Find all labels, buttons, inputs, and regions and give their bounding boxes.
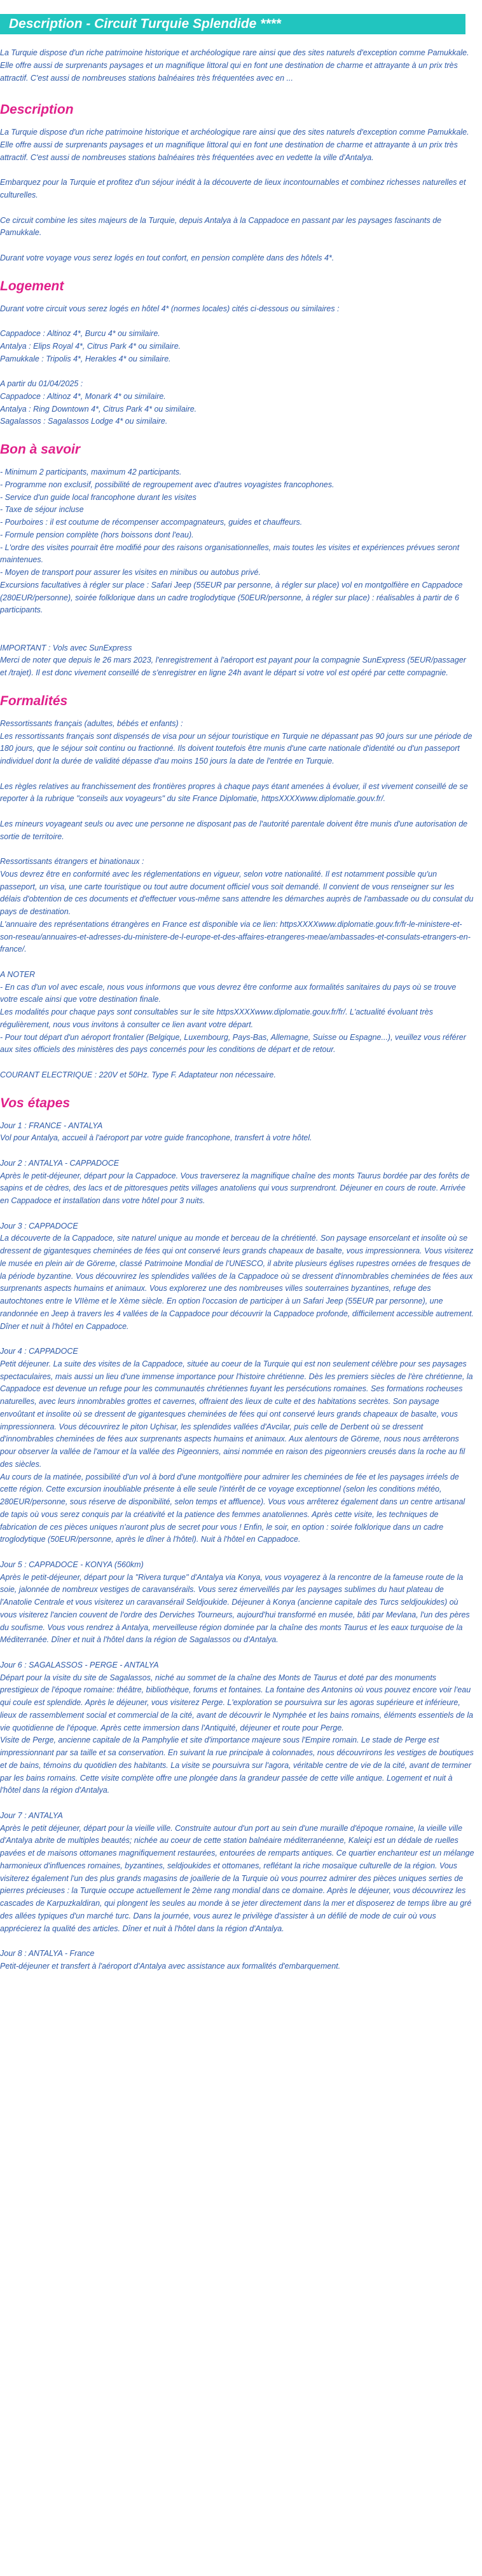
section-line: Jour 4 : CAPPADOCE — [0, 1347, 78, 1356]
section-line — [0, 617, 474, 630]
section-line: IMPORTANT : Vols avec SunExpress — [0, 643, 132, 652]
section-line: - Moyen de transport pour assurer les visites en minibus ou autobus privé. — [0, 568, 261, 577]
section-line — [0, 315, 474, 328]
section-line: Jour 8 : ANTALYA - France — [0, 1949, 95, 1958]
section-line — [0, 202, 474, 215]
section-line: Durant votre voyage vous serez logés en tout confort, en pension complète dans des hôtels 4*. — [0, 253, 334, 262]
page-title: Description - Circuit Turquie Splendide **** — [0, 14, 465, 34]
section-heading: Logement — [0, 278, 64, 293]
section-line: Cappadoce : Altinoz 4*, Burcu 4* ou similaire. — [0, 329, 160, 338]
section-line — [0, 630, 474, 642]
section-line: Départ pour la visite du site de Sagalassos, niché au sommet de la chaîne des Monts de Taurus et doté par des monuments prestigieux de l'époque romaine: théâtre, bibliothèque, forums et fontaines. La fontaine des Antonins où vous pouvez encore voir l'eau qui coule est splendide. Après le déjeuner, vous visiterez Perge. L'exploration se poursuivra sur les agoras supérieure et inférieure, lieux de rassemblement social et commercial de la cité, avant de découvrir le Nymphée et les bains romains, éléments essentiels de la vie quotidienne de l'époque. Après cette immersion dans l'Antiquité, déjeuner et route pour Perge. — [0, 1673, 474, 1732]
section-line: Petit-déjeuner et transfert à l'aéroport d'Antalya avec assistance aux formalités d'embarquement. — [0, 1961, 341, 1971]
section-line: Au cours de la matinée, possibilité d'un vol à bord d'une montgolfière pour admirer les cheminées de fée et les paysages irréels de cette région. Cette excursion inoubliable présente à elle seule l'intérêt de ce voyage exceptionnel (selon les conditions météo, 280EUR/personne, sous réserve de disponibilité, selon temps et affluence). Vous vous arrêterez également dans un centre artisanal de tapis où vous serez conquis par la créativité et la patience des femmes anatoliennes. Après cette visite, les techniques de fabrication de ces pièces uniques n'auront plus de secret pour vous ! Enfin, le soir, en option : soirée folklorique dans un cadre troglodytique (50EUR/personne, après le dîner à l'hôtel). Nuit à l'hôtel en Cappadoce. — [0, 1472, 465, 1544]
section-line: Les modalités pour chaque pays sont consultables sur le site httpsXXXXwww.diplomatie.gouv.fr/fr/. L'actualité évoluant très régulièrement, nous vous invitons à consulter ce lien avant votre départ. — [0, 1008, 433, 1029]
section-body — [0, 303, 474, 429]
section-line: Après le petit-déjeuner, départ pour la "Rivera turque" d'Antalya via Konya, vous voyagerez à la rencontre de la fameuse route de la soie, jalonnée de nombreux vestiges de caravansérails. Vous serez émerveillés par les paysages sublimes du haut plateau de l'Anatolie Centrale et vous visiterez un caravansérail Seldjoukide. Déjeuner à Konya (ancienne capitale des Turcs seldjoukides) où vous visiterez l'ancien couvent de l'ordre des Derviches Tourneurs, aujourd'hui transformé en musée, bâti par Mevlana, l'un des pères du soufisme. Vous vous rendrez à Antalya, merveilleuse région dominée par la chaîne des monts Taurus et les eaux turquoise de la Méditerranée. Dîner et nuit à l'hôtel dans la région de Sagalassos ou d'Antalya. — [0, 1572, 470, 1645]
section-line: Vous devrez être en conformité avec les réglementations en vigueur, selon votre nationalité. Il est notamment possible qu'un passeport, un visa, une carte touristique ou tout autre document officiel vous soit demandé. Il convient de vous renseigner sur les délais d'obtention de ces documents et d'effectuer vous-même sans attendre les démarches auprès de l'ambassade ou du consulat du pays de destination. — [0, 869, 474, 916]
section — [0, 442, 474, 680]
section-heading: Bon à savoir — [0, 442, 81, 457]
section-line: - Service d'un guide local francophone durant les visites — [0, 492, 196, 502]
section-line: - Taxe de séjour incluse — [0, 505, 84, 515]
section-body — [0, 718, 474, 1082]
section-line: Les mineurs voyageant seuls ou avec une personne ne disposant pas de l'autorité parentale doivent être munis d'une autorisation de sortie de territoire. — [0, 819, 468, 841]
section-line: Après le petit-déjeuner, départ pour la Cappadoce. Vous traverserez la magnifique chaîne des monts Taurus bordée par des forêts de sapins et de cèdres, des lacs et de pittoresques petits villages anatoliens qui vous surprendront. Déjeuner en cours de route. Arrivée en Cappadoce et installation dans votre hôtel pour 3 nuits. — [0, 1171, 470, 1205]
section-body — [0, 1120, 474, 1973]
section-line: Ressortissants étrangers et binationaux : — [0, 857, 144, 866]
section-line: - Programme non exclusif, possibilité de regroupement avec d'autres voyagistes francophones. — [0, 480, 334, 489]
section — [0, 694, 474, 1082]
section-line: Les règles relatives au franchissement des frontières propres à chaque pays étant amenées à évoluer, il est vivement conseillé de se reporter à la rubrique "conseils aux voyageurs" du site France Diplomatie, httpsXXXXwww.diplomatie.gouv.fr/. — [0, 781, 468, 804]
section-heading: Description — [0, 102, 74, 118]
section-line: Ce circuit combine les sites majeurs de la Turquie, depuis Antalya à la Cappadoce en passant par les paysages fascinants de Pamukkale. — [0, 215, 442, 238]
section-heading: Formalités — [0, 693, 68, 708]
section-line: Jour 3 : CAPPADOCE — [0, 1221, 78, 1231]
section-body — [0, 126, 474, 264]
section-line — [0, 1797, 474, 1810]
section-line: Cappadoce : Altinoz 4*, Monark 4* ou similaire. — [0, 391, 166, 401]
section-line: Visite de Perge, ancienne capitale de la Pamphylie et site d'importance majeure sous l'Empire romain. Le stade de Perge est impressionnant par sa taille et sa conservation. En suivant la rue principale à colonnades, nous découvrirons les vestiges de boutiques et de bains, témoins du quotidien des habitants. La visite se poursuivra sur l'agora, véritable centre de vie de la cité, avant de terminer par les bains romains. Cette visite complète offre une plongée dans la grandeur passée de cette ville antique. Logement et nuit à l'hôtel dans la région d'Antalya. — [0, 1736, 474, 1795]
section-line: Jour 1 : FRANCE - ANTALYA — [0, 1121, 103, 1130]
section-line — [0, 1935, 474, 1948]
section-line: - Minimum 2 participants, maximum 42 participants. — [0, 468, 182, 476]
section-line: L'annuaire des représentations étrangères en France est disponible via ce lien: httpsXXXXwww.diplomatie.gouv.fr/fr-le-ministere-et-son-reseau/annuaires-et-adresses-du-ministere-de-l-europe-et-des-affaires-etrangeres-meae/ambassades-et-consulats-etrangers-en-france/. — [0, 919, 471, 954]
section-line — [0, 806, 474, 818]
section-line: Merci de noter que depuis le 26 mars 2023, l'enregistrement à l'aéroport est payant pour la compagnie SunExpress (5EUR/passager et /trajet). Il est donc vivement conseillé de s'enregistrer en ligne 24h avant le départ si votre vol est opéré par cette compagnie. — [0, 656, 466, 677]
section-line — [0, 1647, 474, 1659]
section-line: Jour 6 : SAGALASSOS - PERGE - ANTALYA — [0, 1660, 159, 1669]
section-line — [0, 239, 474, 252]
section — [0, 279, 474, 429]
section-line: Antalya : Elips Royal 4*, Citrus Park 4* ou similaire. — [0, 341, 181, 351]
section-line: Jour 2 : ANTALYA - CAPPADOCE — [0, 1158, 120, 1168]
section-line: - Formule pension complète (hors boissons dont l'eau). — [0, 530, 194, 539]
section-line: - Pourboires : il est coutume de récompenser accompagnateurs, guides et chauffeurs. — [0, 518, 303, 527]
section-line — [0, 165, 474, 177]
section-line: - En cas d'un vol avec escale, nous vous informons que vous devrez être conforme aux formalités sanitaires du pays où se trouve votre escale ainsi que votre destination finale. — [0, 982, 457, 1004]
section-line: Petit déjeuner. La suite des visites de la Cappadoce, située au coeur de la Turquie qui est non seulement célèbre pour ses paysages spectaculaires, mais aussi un lieu d'une immense importance pour l'histoire chrétienne. Dès les premiers siècles de l'ère chrétienne, la Cappadoce est devenue un refuge pour les communautés chrétiennes fuyant les persécutions romaines. Ses formations rocheuses naturelles, avec leurs innombrables grottes et cavernes, offraient des lieux de culte et des habitations secrètes. Son paysage envoûtant et insolite où se dressent de gigantesques cheminées de fées qui ont conservé leurs grands chapeaux de basalte, vous impressionnera. Vous découvrirez le piton Uçhisar, les splendides vallées d'Avcilar, puis celle de Derbent où se dressent d'innombrables cheminées de fées aux surprenants aspects humains et animaux. Aux alentours de Göreme, nous nous arrêterons pour observer la vallée de l'amour et la vallée des Pigeonniers, ainsi nommée en raison des pigeonniers creusés dans la roche au fil des siècles. — [0, 1359, 473, 1469]
sections-container — [0, 102, 474, 1972]
section-line: - Pour tout départ d'un aéroport frontalier (Belgique, Luxembourg, Pays-Bas, Allemagne, Suisse ou Espagne...), veuillez vous référer aux sites officiels des ministères des pays concernés pour les conditions de départ et de retour. — [0, 1032, 466, 1055]
section-line — [0, 956, 474, 969]
section — [0, 1096, 474, 1973]
section-line: Vol pour Antalya, accueil à l'aéroport par votre guide francophone, transfert à votre hôtel. — [0, 1133, 312, 1143]
section-line — [0, 843, 474, 856]
section-heading: Vos étapes — [0, 1095, 71, 1110]
section-line: La Turquie dispose d'un riche patrimoine historique et archéologique rare ainsi que des sites naturels d'exception comme Pamukkale. Elle offre aussi de surprenants paysages et un magnifique littoral qui en font une destination de charme et attrayante à un prix très attractif. C'est aussi de nombreuses stations balnéaires très fréquentées avec en vedette la ville d'Antalya. — [0, 128, 469, 162]
section-line — [0, 1546, 474, 1559]
section-line: A NOTER — [0, 969, 36, 979]
section-line: Après le petit déjeuner, départ pour la vieille ville. Construite autour d'un port au sein d'une muraille d'époque romaine, la vieille ville d'Antalya abrite de multiples beautés; nichée au coeur de cette station balnéaire méditerranéenne, Kaleiçi est un dédale de ruelles pavées et de maisons ottomanes magnifiquement restaurées, entourées de remparts antiques. Ce quartier enchanteur est un mélange harmonieux d'influences romaines, byzantines, seldjoukides et ottomanes, reflétant la riche mosaïque culturelle de la région. Vous visiterez également l'un des plus grands magasins de joaillerie de la Turquie où vous pourrez admirer des pièces uniques serties de pierres précieuses : la Turquie occupe actuellement le 2ème rang mondial dans ce domaine. Après le déjeuner, vous découvrirez les cascades de Karpuzkaldiran, qui plongent les seules au monde à se jeter directement dans la mer et disposerez de temps libre au gré des allées typiques d'un marché turc. Dans la journée, vous aurez le privilège d'assister à un défilé de mode de cuir où vous apprécierez la qualité des articles. Dîner et nuit à l'hôtel dans la région d'Antalya. — [0, 1823, 474, 1933]
section-line — [0, 365, 474, 378]
section-line: Durant votre circuit vous serez logés en hôtel 4* (normes locales) cités ci-dessous ou similaires : — [0, 304, 340, 313]
section — [0, 102, 474, 264]
section-line: Ressortissants français (adultes, bébés et enfants) : — [0, 718, 183, 728]
section-line: Jour 5 : CAPPADOCE - KONYA (560km) — [0, 1560, 144, 1569]
section-line: COURANT ELECTRIQUE : 220V et 50Hz. Type F. Adaptateur non nécessaire. — [0, 1070, 276, 1079]
content — [0, 34, 474, 1973]
section-line — [0, 1145, 474, 1157]
section-line: Jour 7 : ANTALYA — [0, 1811, 63, 1820]
section-line — [0, 1208, 474, 1220]
section-line: La découverte de la Cappadoce, site naturel unique au monde et berceau de la chrétienté. Son paysage ensorcelant et insolite où se dressent de gigantesques cheminées de fées qui ont conservé leurs grands chapeaux de basalte, vous impressionnera. Vous visiterez le musée en plein air de Göreme, classé Patrimoine Mondial de l'UNESCO, il abrite plusieurs églises rupestres ornées de fresques de la période byzantine. Vous découvrirez les splendides vallées de la Cappadoce où se dressent d'innombrables cheminées de fées aux surprenants aspects humains et animaux. Vous explorerez une des nombreuses villes souterraines byzantines, refuge des autochtones entre le VIIème et le Xème siècle. En option l'occasion de participer à un Safari Jeep (55EUR par personne), une randonnée en Jeep à travers les 4 vallées de la Cappadoce pour découvrir la Cappadoce profonde, difficilement accessible autrement. Dîner et nuit à l'hôtel en Cappadoce. — [0, 1234, 474, 1331]
section-line — [0, 768, 474, 781]
section-line: Sagalassos : Sagalassos Lodge 4* ou similaire. — [0, 417, 168, 426]
section-line: Pamukkale : Tripolis 4*, Herakles 4* ou similaire. — [0, 354, 171, 363]
section-line: Antalya : Ring Downtown 4*, Citrus Park 4* ou similaire. — [0, 404, 197, 414]
section-line: Excursions facultatives à régler sur place : Safari Jeep (55EUR par personne, à régler sur place) vol en montgolfière en Cappadoce (280EUR/personne), soirée folklorique dans un cadre troglodytique (50EUR/personne, à régler sur place) : réalisables à partir de 6 participants. — [0, 580, 463, 615]
section-line — [0, 1056, 474, 1069]
section-line: Embarquez pour la Turquie et profitez d'un séjour inédit à la découverte de lieux incontournables et combinez richesses naturelles et culturelles. — [0, 178, 466, 199]
section-line: Les ressortissants français sont dispensés de visa pour un séjour touristique en Turquie ne dépassant pas 90 jours sur une période de 180 jours, que le séjour soit continu ou fractionné. Ils doivent toutefois être munis d'une carte nationale d'identité ou d'un passeport individuel dont la durée de validité dépasse d'au moins 150 jours la date de l'entrée en Turquie. — [0, 731, 472, 765]
section-line: - L'ordre des visites pourrait être modifié pour des raisons organisationnelles, mais toutes les visites et expériences prévues seront maintenues. — [0, 543, 460, 565]
section-line — [0, 1333, 474, 1345]
intro-paragraph: La Turquie dispose d'un riche patrimoine historique et archéologique rare ainsi que des sites naturels d'exception comme Pamukkale. Elle offre aussi de surprenants paysages et un magnifique littoral qui en font une destination de charme et attrayante à un prix très attractif. C'est aussi de nombreuses stations balnéaires très fréquentées avec en ... — [0, 48, 469, 83]
section-line: A partir du 01/04/2025 : — [0, 379, 83, 388]
section-body — [0, 466, 474, 680]
